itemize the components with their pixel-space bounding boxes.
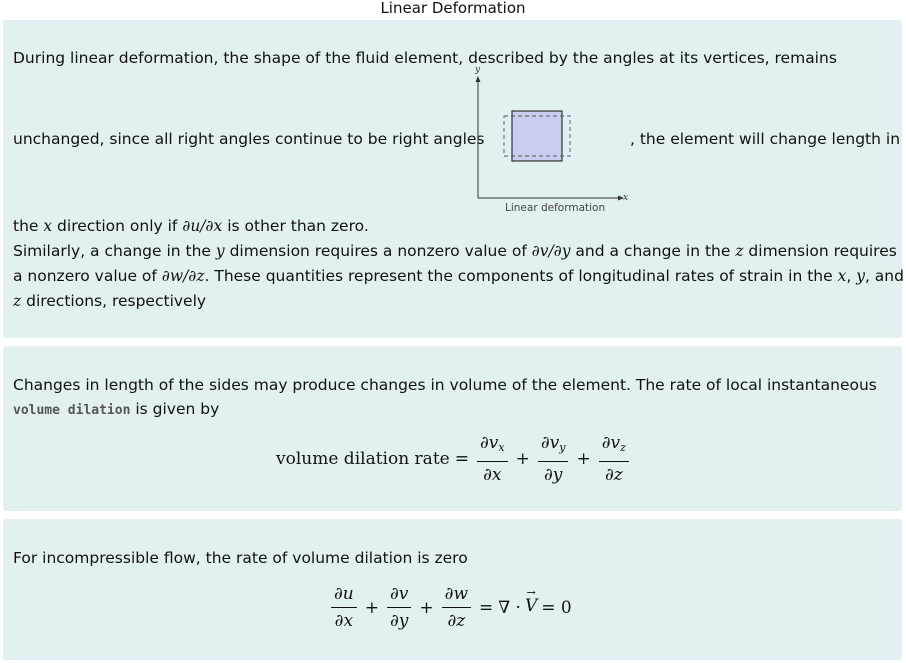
continuity-equation: $\frac{\partial u}{\partial x}$ + $\frac{\partial v}{\partial y}$ + $\frac{\partial w}{\partial z}$ = ∇ · → V = 0 (328, 583, 572, 632)
dv-dy-expression: ∂v/∂y (531, 242, 571, 260)
x-axis-label: x (623, 193, 629, 203)
dw-dz-expression: ∂w/∂z (161, 267, 205, 285)
page-title: Linear Deformation (380, 0, 526, 17)
dvx-dx-fraction: $\frac{\partial v_x}{\partial x}$ (477, 432, 508, 486)
equation-lhs: volume dilation rate (276, 449, 450, 469)
volume-dilation-equation: volume dilation rate = $\frac{\partial v_x}{\partial x}$ + $\frac{\partial v_y}{\partial y}$ + $\frac{\partial v_z}{\partial z}$ (276, 432, 632, 486)
velocity-vector: → V (524, 586, 538, 616)
y-axis-label: y (475, 65, 481, 75)
vector-arrow-icon: → (526, 586, 536, 599)
paragraph-line-2-right: , the element will change length in (630, 130, 901, 148)
paragraph-line-1: During linear deformation, the shape of the fluid element, described by the angles at its vertices, remains (13, 49, 837, 67)
paragraph-line-5: a nonzero value of ∂w/∂z. These quantities represent the components of longitudinal rates of strain in the x, y, and (13, 267, 904, 285)
dw-dz-fraction: $\frac{\partial w}{\partial z}$ (442, 583, 471, 632)
du-dx-expression: ∂u/∂x (182, 217, 223, 235)
paragraph-line-2-left: unchanged, since all right angles continue to be right angles (13, 130, 485, 148)
du-dx-fraction: $\frac{\partial u}{\partial x}$ (331, 583, 357, 632)
figure-caption: Linear deformation (505, 202, 606, 214)
volume-dilation-card (3, 346, 902, 511)
paragraph-line-2: volume dilation is given by (13, 400, 220, 418)
linear-deformation-figure (472, 62, 632, 217)
paragraph-line-3: the x direction only if ∂u/∂x is other than zero. (13, 217, 369, 235)
fluid-element-square (512, 111, 562, 161)
y-axis-arrow (476, 76, 481, 82)
paragraph-line-1: Changes in length of the sides may produce changes in volume of the element. The rate of local instantaneous (13, 376, 877, 394)
dvz-dz-fraction: $\frac{\partial v_z}{\partial z}$ (599, 432, 629, 486)
paragraph-line-6: z directions, respectively (13, 292, 207, 310)
incompressible-flow-card (3, 519, 902, 660)
paragraph-line-4: Similarly, a change in the y dimension requires a nonzero value of ∂v/∂y and a change in the z dimension requires (13, 242, 897, 260)
linear-deformation-card (3, 20, 902, 338)
dvy-dy-fraction: $\frac{\partial v_y}{\partial y}$ (538, 432, 569, 486)
equation-rhs: = 0 (541, 597, 572, 618)
paragraph-line-1: For incompressible flow, the rate of volume dilation is zero (13, 549, 468, 567)
divergence-operator: ∇ · (498, 597, 521, 618)
dv-dy-fraction: $\frac{\partial v}{\partial y}$ (387, 583, 411, 632)
volume-dilation-keyword: volume dilation (13, 403, 131, 418)
